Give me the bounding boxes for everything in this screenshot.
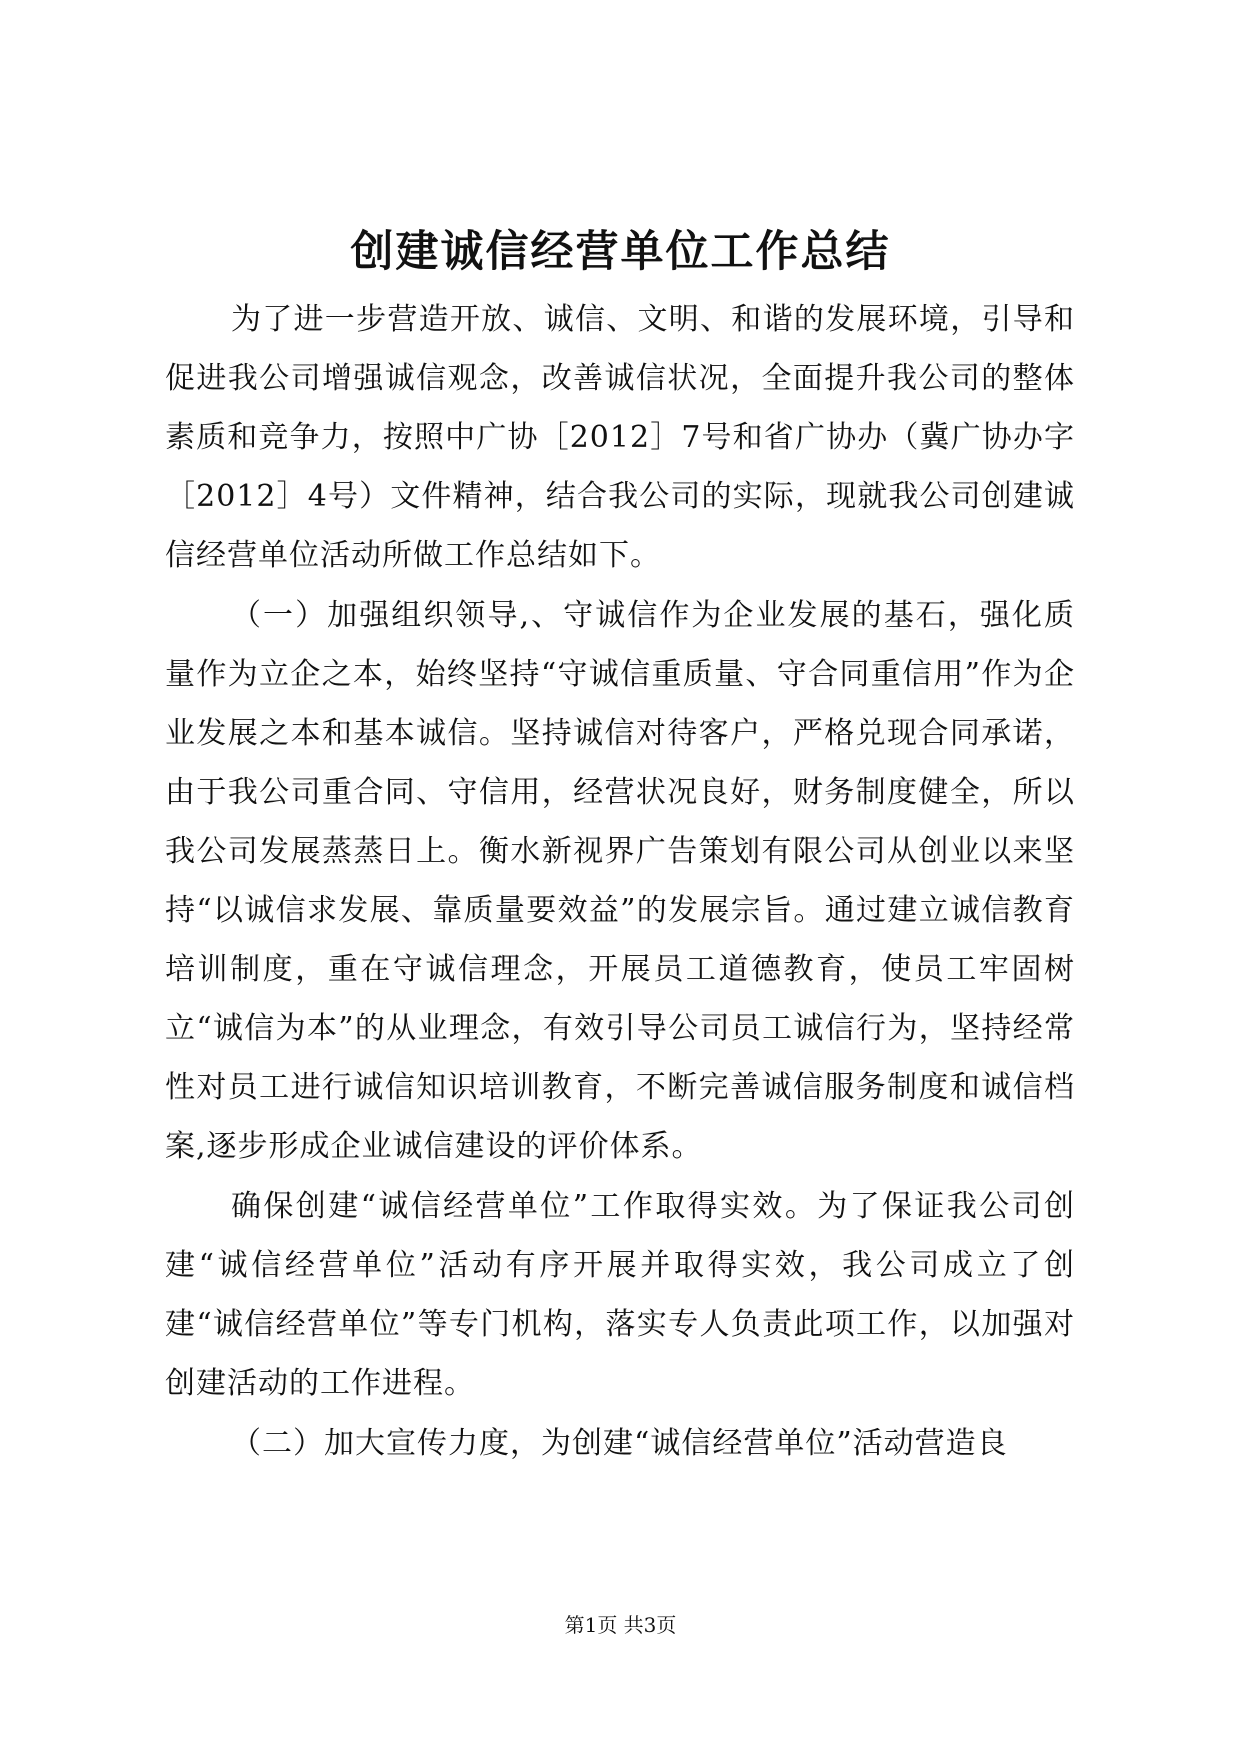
paragraph-implementation: 确保创建“诚信经营单位”工作取得实效。为了保证我公司创建“诚信经营单位”活动有序开展并取得实效，我公司成立了创建“诚信经营单位”等专门机构，落实专人负责此项工作，以加强对创建活动的工作进程。 xyxy=(165,1189,1075,1401)
page-footer: 第1页 共3页 xyxy=(564,1613,677,1637)
document-body xyxy=(165,290,1075,1473)
document-title: 创建诚信经营单位工作总结 xyxy=(350,227,891,277)
paragraph-section-1: （一）加强组织领导,、守诚信作为企业发展的基石，强化质量作为立企之本，始终坚持“守诚信重质量、守合同重信用”作为企业发展之本和基本诚信。坚持诚信对待客户，严格兑现合同承诺，由于我公司重合同、守信用，经营状况良好，财务制度健全，所以我公司发展蒸蒸日上。衡水新视界广告策划有限公司从创业以来坚持“以诚信求发展、靠质量要效益”的发展宗旨。通过建立诚信教育培训制度，重在守诚信理念，开展员工道德教育，使员工牢固树立“诚信为本”的从业理念，有效引导公司员工诚信行为，坚持经常性对员工进行诚信知识培训教育，不断完善诚信服务制度和诚信档案,逐步形成企业诚信建设的评价体系。 xyxy=(165,598,1075,1164)
paragraph-intro: 为了进一步营造开放、诚信、文明、和谐的发展环境，引导和促进我公司增强诚信观念，改善诚信状况，全面提升我公司的整体素质和竞争力，按照中广协［2012］7号和省广协办（冀广协办字［2012］4号）文件精神，结合我公司的实际，现就我公司创建诚信经营单位活动所做工作总结如下。 xyxy=(165,302,1075,573)
paragraph-section-2: （二）加大宣传力度，为创建“诚信经营单位”活动营造良 xyxy=(231,1426,1008,1461)
